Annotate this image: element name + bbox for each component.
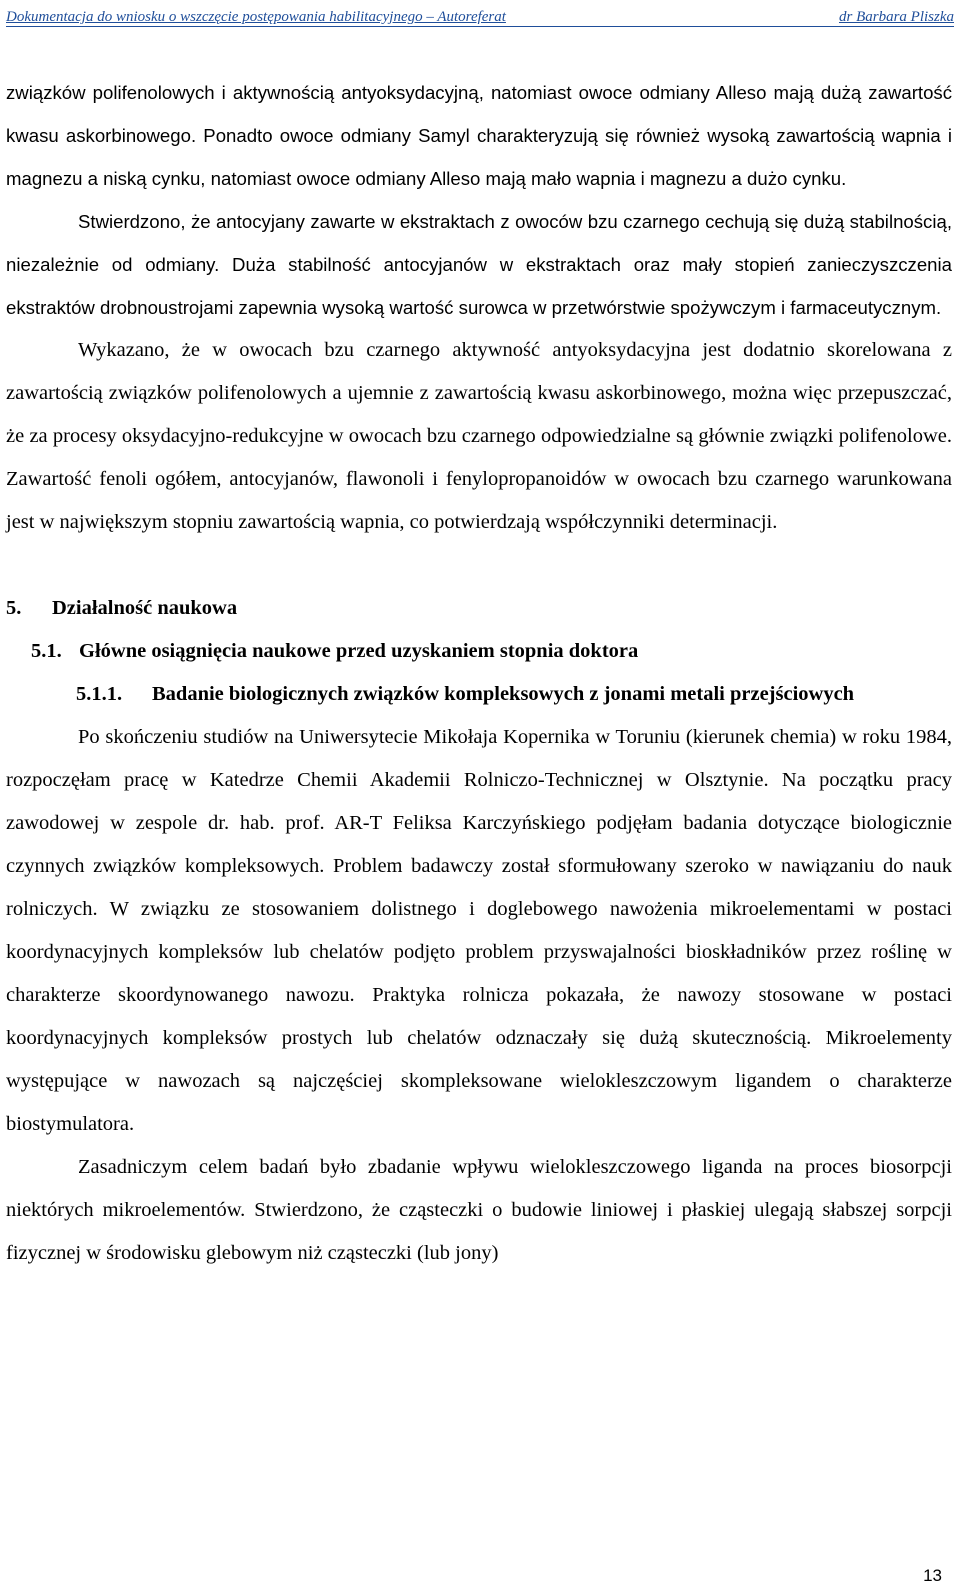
document-body	[6, 71, 952, 1275]
paragraph-5: Zasadniczym celem badań było zbadanie wpływu wielokleszczowego liganda na proces biosorpcji niektórych mikroelementów. Stwierdzono, że cząsteczki o budowie liniowej i płaskiej ulegają słabszej sorpcji fizycznej w środowisku glebowym niż cząsteczki (lub jony)	[6, 1156, 952, 1264]
subsubsection-number: 5.1.1.	[76, 683, 123, 705]
paragraph-2: Stwierdzono, że antocyjany zawarte w ekstraktach z owoców bzu czarnego cechują się dużą stabilnością, niezależnie od odmiany. Duża stabilność antocyjanów w ekstraktach oraz mały stopień zanieczyszczenia ekstraktów drobnoustrojami zapewnia wysoką wartość surowca w przetwórstwie spożywczym i farmaceutycznym.	[6, 211, 952, 318]
subsection-title: Główne osiągnięcia naukowe przed uzyskaniem stopnia doktora	[79, 640, 639, 662]
header-title: Dokumentacja do wniosku o wszczęcie postępowania habilitacyjnego – Autoreferat	[6, 9, 506, 25]
header-author: dr Barbara Pliszka	[838, 9, 954, 25]
subsection-heading	[6, 630, 952, 673]
paragraph-3: Wykazano, że w owocach bzu czarnego aktywność antyoksydacyjna jest dodatnio skorelowana z zawartością związków polifenolowych a ujemnie z zawartością kwasu askorbinowego, można więc przepuszczać, że za procesy oksydacyjno-redukcyjne w owocach bzu czarnego odpowiedzialne są głównie związki polifenolowe. Zawartość fenoli ogółem, antocyjanów, flawonoli i fenylopropanoidów w owocach bzu czarnego warunkowana jest w największym stopniu zawartością wapnia, co potwierdzają współczynniki determinacji.	[6, 339, 952, 533]
subsection-number: 5.1.	[31, 640, 62, 662]
section-title: Działalność naukowa	[52, 597, 238, 619]
subsubsection-heading	[6, 673, 952, 716]
paragraph-1: związków polifenolowych i aktywnością antyoksydacyjną, natomiast owoce odmiany Alleso mają dużą zawartość kwasu askorbinowego. Ponadto owoce odmiany Samyl charakteryzują się również wysoką zawartością wapnia i magnezu a niską cynku, natomiast owoce odmiany Alleso mają mało wapnia i magnezu a dużo cynku.	[6, 82, 952, 189]
section-heading	[6, 587, 952, 630]
page-number: 13	[923, 1566, 942, 1585]
header-divider	[6, 26, 954, 27]
section-number: 5.	[6, 597, 22, 619]
subsubsection-title: Badanie biologicznych związków kompleksowych z jonami metali przejściowych	[152, 683, 855, 705]
page-header	[6, 2, 954, 26]
paragraph-4: Po skończeniu studiów na Uniwersytecie Mikołaja Kopernika w Toruniu (kierunek chemia) w roku 1984, rozpoczęłam pracę w Katedrze Chemii Akademii Rolniczo-Technicznej w Olsztynie. Na początku pracy zawodowej w zespole dr. hab. prof. AR-T Feliksa Karczyńskiego podjęłam badania dotyczące biologicznie czynnych związków kompleksowych. Problem badawczy został sformułowany szeroko w nawiązaniu do nauk rolniczych. W związku ze stosowaniem dolistnego i doglebowego nawożenia mikroelementami w postaci koordynacyjnych kompleksów lub chelatów podjęto problem przyswajalności bioskładników przez roślinę w charakterze skoordynowanego nawozu. Praktyka rolnicza pokazała, że nawozy stosowane w postaci koordynacyjnych kompleksów prostych lub chelatów odznaczały się dużą skutecznością. Mikroelementy występujące w nawozach są najczęściej skompleksowane wielokleszczowym ligandem o charakterze biostymulatora.	[6, 726, 952, 1135]
